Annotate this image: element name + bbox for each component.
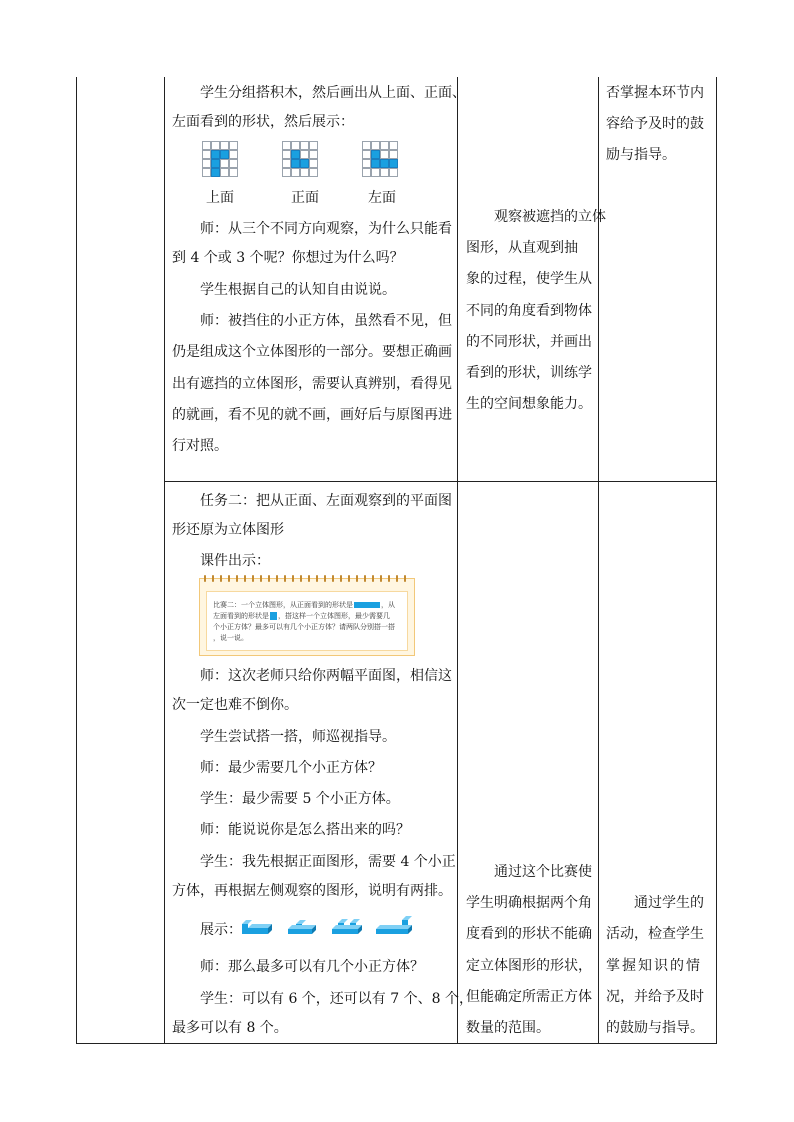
ring-mark: [236, 575, 238, 582]
cw-text-b: ，从: [381, 601, 395, 609]
section2-assess-1: 活动，检查学生: [606, 926, 704, 942]
ring-mark: [260, 575, 262, 582]
ring-mark: [220, 575, 222, 582]
section2-assess-0: 通过学生的: [634, 895, 704, 911]
section2-assess-4: 的鼓励与指导。: [606, 1020, 704, 1036]
section1-intent-3: 不同的角度看到物体: [466, 303, 592, 319]
table-row-divider: [164, 481, 717, 482]
courseware-inner: [206, 591, 408, 651]
section2-line-5: 学生尝试搭一搭，师巡视指导。: [200, 729, 396, 745]
ring-mark: [276, 575, 278, 582]
section1-assess-0: 否掌握本环节内: [606, 85, 704, 101]
left-shape-icon: [270, 612, 277, 620]
section2-line-7: 学生：最少需要 5 个小正方体。: [200, 791, 400, 807]
ring-mark: [396, 575, 398, 582]
table-col2-border: [457, 77, 458, 1044]
section1-assess-2: 励与指导。: [606, 147, 676, 163]
view-label-top: 上面: [206, 190, 234, 206]
section1-intent-2: 象的过程，使学生从: [466, 271, 592, 287]
section2-line-0: 任务二：把从正面、左面观察到的平面图: [200, 493, 452, 509]
section1-intent-0: 观察被遮挡的立体: [494, 209, 606, 225]
ring-mark: [380, 575, 382, 582]
section2-line-10: 方体，再根据左侧观察的图形，说明有两排。: [172, 883, 452, 899]
ring-mark: [372, 575, 374, 582]
cube-structure-2: [286, 918, 320, 936]
section1-assess-1: 容给予及时的鼓: [606, 116, 704, 132]
section2-line-4: 次一定也难不倒你。: [172, 697, 298, 713]
section1-line-1: 左面看到的形状，然后展示：: [172, 114, 354, 130]
section2-line-12: 学生：可以有 6 个，还可以有 7 个、8 个，: [200, 991, 473, 1007]
front-view-grid: [282, 141, 318, 177]
table-left-border: [76, 77, 77, 1044]
front-shape-icon: [354, 602, 380, 608]
ring-mark: [324, 575, 326, 582]
table-col1-border: [164, 77, 165, 1044]
ring-mark: [284, 575, 286, 582]
section2-intent-5: 数量的范围。: [466, 1020, 550, 1036]
table-right-border: [716, 77, 717, 1044]
cw-text-a: 比赛二：一个立体图形，从正面看到的形状是: [213, 601, 353, 609]
top-view-grid: [202, 141, 238, 177]
ring-mark: [308, 575, 310, 582]
section2-assess-2: 掌握知识的情: [606, 958, 702, 974]
section1-line-0: 学生分组搭积木，然后画出从上面、正面、: [200, 85, 466, 101]
ring-mark: [244, 575, 246, 582]
notebook-rings: [204, 575, 410, 583]
ring-mark: [228, 575, 230, 582]
section2-line-6: 师：最少需要几个小正方体？: [200, 760, 382, 776]
section1-intent-5: 看到的形状，训练学: [466, 365, 592, 381]
cw-text-d: ，搭这样一个立体图形，最少需要几: [278, 612, 390, 620]
show-label: 展示：: [200, 922, 242, 938]
section1-intent-4: 的不同形状，并画出: [466, 334, 592, 350]
cube-structure-1: [240, 918, 274, 936]
section1-line-9: 行对照。: [172, 438, 228, 454]
section1-line-4: 学生根据自己的认知自由说说。: [200, 282, 396, 298]
table-bottom-border: [76, 1043, 717, 1044]
ring-mark: [292, 575, 294, 582]
section2-line-8: 师：能说说你是怎么搭出来的吗？: [200, 822, 410, 838]
section2-line-11: 师：那么最多可以有几个小正方体？: [200, 959, 424, 975]
section2-intent-1: 学生明确根据两个角: [466, 895, 592, 911]
ring-mark: [388, 575, 390, 582]
ring-mark: [212, 575, 214, 582]
cw-text-c: 左面看到的形状是: [213, 612, 269, 620]
left-view-grid: [362, 141, 398, 177]
ring-mark: [268, 575, 270, 582]
view-label-left: 左面: [368, 190, 396, 206]
section2-line-9: 学生：我先根据正面图形，需要 4 个小正: [200, 854, 456, 870]
section2-intent-2: 度看到的形状不能确: [466, 926, 592, 942]
section2-line-3: 师：这次老师只给你两幅平面图，相信这: [200, 668, 452, 684]
cube-structure-3: [330, 917, 364, 936]
ring-mark: [340, 575, 342, 582]
section2-intent-3: 定立体图形的形状，: [466, 958, 592, 974]
ring-mark: [404, 575, 406, 582]
section1-line-7: 出有遮挡的立体图形，需要认真辨别，看得见: [172, 376, 452, 392]
cw-text-e: 个小正方体？最多可以有几个小正方体？请两队分别搭一搭: [213, 623, 395, 631]
section1-line-3: 到 4 个或 3 个呢？你想过为什么吗？: [172, 250, 404, 266]
section2-line-1: 形还原为立体图形: [172, 522, 284, 538]
section2-intent-4: 但能确定所需正方体: [466, 989, 592, 1005]
view-label-front: 正面: [291, 190, 319, 206]
section1-line-5: 师：被挡住的小正方体，虽然看不见，但: [200, 313, 452, 329]
cube-structure-4: [374, 915, 414, 936]
section2-assess-3: 况，并给予及时: [606, 989, 704, 1005]
section1-intent-6: 生的空间想象能力。: [466, 396, 592, 412]
section1-line-2: 师：从三个不同方向观察，为什么只能看: [200, 221, 452, 237]
ring-mark: [316, 575, 318, 582]
ring-mark: [332, 575, 334, 582]
section1-line-8: 的就画，看不见的就不画，画好后与原图再进: [172, 407, 452, 423]
section1-line-6: 仍是组成这个立体图形的一部分。要想正确画: [172, 344, 452, 360]
section2-line-2: 课件出示：: [200, 553, 270, 569]
ring-mark: [364, 575, 366, 582]
cw-text-f: ，说一说。: [213, 634, 248, 642]
ring-mark: [252, 575, 254, 582]
section2-intent-0: 通过这个比赛使: [494, 864, 592, 880]
courseware-text: [213, 600, 405, 644]
section1-intent-1: 图形，从直观到抽: [466, 240, 578, 256]
section2-line-13: 最多可以有 8 个。: [172, 1020, 288, 1036]
courseware-card: [199, 578, 415, 656]
ring-mark: [300, 575, 302, 582]
ring-mark: [356, 575, 358, 582]
ring-mark: [204, 575, 206, 582]
ring-mark: [348, 575, 350, 582]
